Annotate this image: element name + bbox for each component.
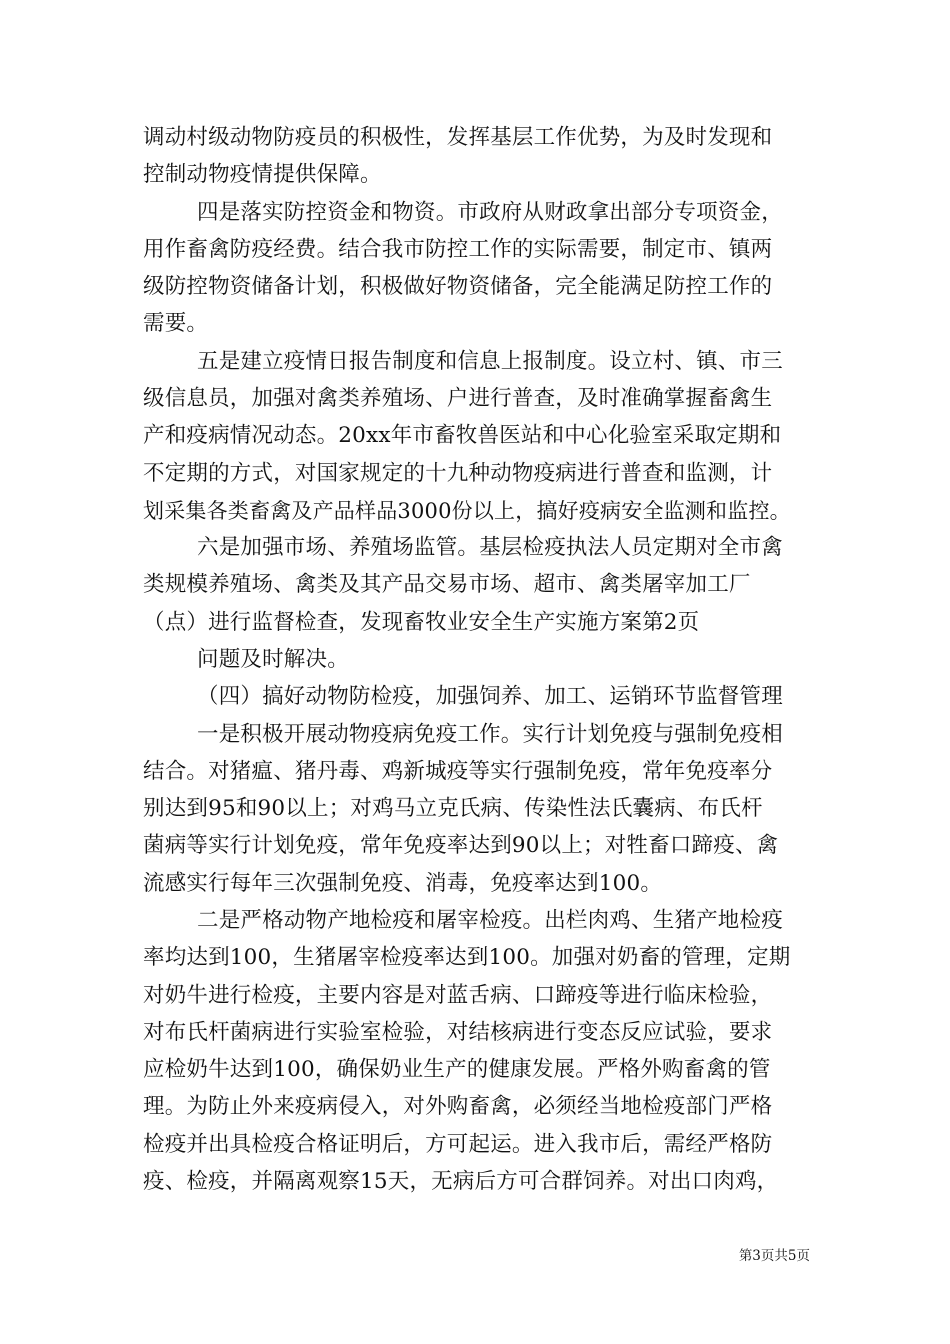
text-line-13: 类规模养殖场、禽类及其产品交易市场、超市、禽类屠宰加工厂	[143, 572, 751, 597]
text-line-1: 调动村级动物防疫员的积极性，发挥基层工作优势，为及时发现和	[143, 125, 773, 150]
text-line-26: 应检奶牛达到100，确保奶业生产的健康发展。严格外购畜禽的管	[143, 1057, 771, 1082]
text-line-2: 控制动物疫情提供保障。	[143, 162, 382, 187]
text-line-8: 级信息员，加强对禽类养殖场、户进行普查，及时准确掌握畜禽生	[143, 386, 773, 411]
text-line-10: 不定期的方式，对国家规定的十九种动物疫病进行普查和监测，计	[143, 461, 773, 486]
text-line-3: 四是落实防控资金和物资。市政府从财政拿出部分专项资金，	[197, 200, 783, 225]
text-line-29: 疫、检疫，并隔离观察15天，无病后方可合群饲养。对出口肉鸡，	[143, 1169, 779, 1194]
text-line-23: 率均达到100，生猪屠宰检疫率达到100。加强对奶畜的管理，定期	[143, 945, 791, 970]
text-line-27: 理。为防止外来疫病侵入，对外购畜禽，必须经当地检疫部门严格	[143, 1094, 773, 1119]
text-line-14: （点）进行监督检查，发现畜牧业安全生产实施方案第2页	[143, 610, 700, 635]
text-line-5: 级防控物资储备计划，积极做好物资储备，完全能满足防控工作的	[143, 274, 773, 299]
text-line-24: 对奶牛进行检疫，主要内容是对蓝舌病、口蹄疫等进行临床检验，	[143, 983, 773, 1008]
page-number-footer: 第3页共5页	[738, 1248, 810, 1264]
text-line-17: 一是积极开展动物疫病免疫工作。实行计划免疫与强制免疫相	[197, 722, 783, 747]
section-heading-4: （四）搞好动物防检疫，加强饲养、加工、运销环节监督管理	[197, 684, 783, 709]
text-line-20: 菌病等实行计划免疫，常年免疫率达到90以上；对牲畜口蹄疫、禽	[143, 833, 779, 858]
text-line-7: 五是建立疫情日报告制度和信息上报制度。设立村、镇、市三	[197, 349, 783, 374]
text-line-9: 产和疫病情况动态。20xx年市畜牧兽医站和中心化验室采取定期和	[143, 423, 782, 448]
text-line-25: 对布氏杆菌病进行实验室检验，对结核病进行变态反应试验，要求	[143, 1020, 773, 1045]
text-line-4: 用作畜禽防疫经费。结合我市防控工作的实际需要，制定市、镇两	[143, 237, 773, 262]
text-line-19: 别达到95和90以上；对鸡马立克氏病、传染性法氏囊病、布氏杆	[143, 796, 763, 821]
text-line-15: 问题及时解决。	[197, 647, 349, 672]
text-line-21: 流感实行每年三次强制免疫、消毒，免疫率达到100。	[143, 871, 663, 896]
text-line-11: 划采集各类畜禽及产品样品3000份以上，搞好疫病安全监测和监控。	[143, 499, 791, 523]
text-line-6: 需要。	[143, 311, 209, 336]
text-line-28: 检疫并出具检疫合格证明后，方可起运。进入我市后，需经严格防	[143, 1132, 773, 1157]
text-line-22: 二是严格动物产地检疫和屠宰检疫。出栏肉鸡、生猪产地检疫	[197, 908, 783, 933]
text-line-12: 六是加强市场、养殖场监管。基层检疫执法人员定期对全市禽	[197, 535, 783, 560]
text-line-18: 结合。对猪瘟、猪丹毒、鸡新城疫等实行强制免疫，常年免疫率分	[143, 759, 773, 784]
